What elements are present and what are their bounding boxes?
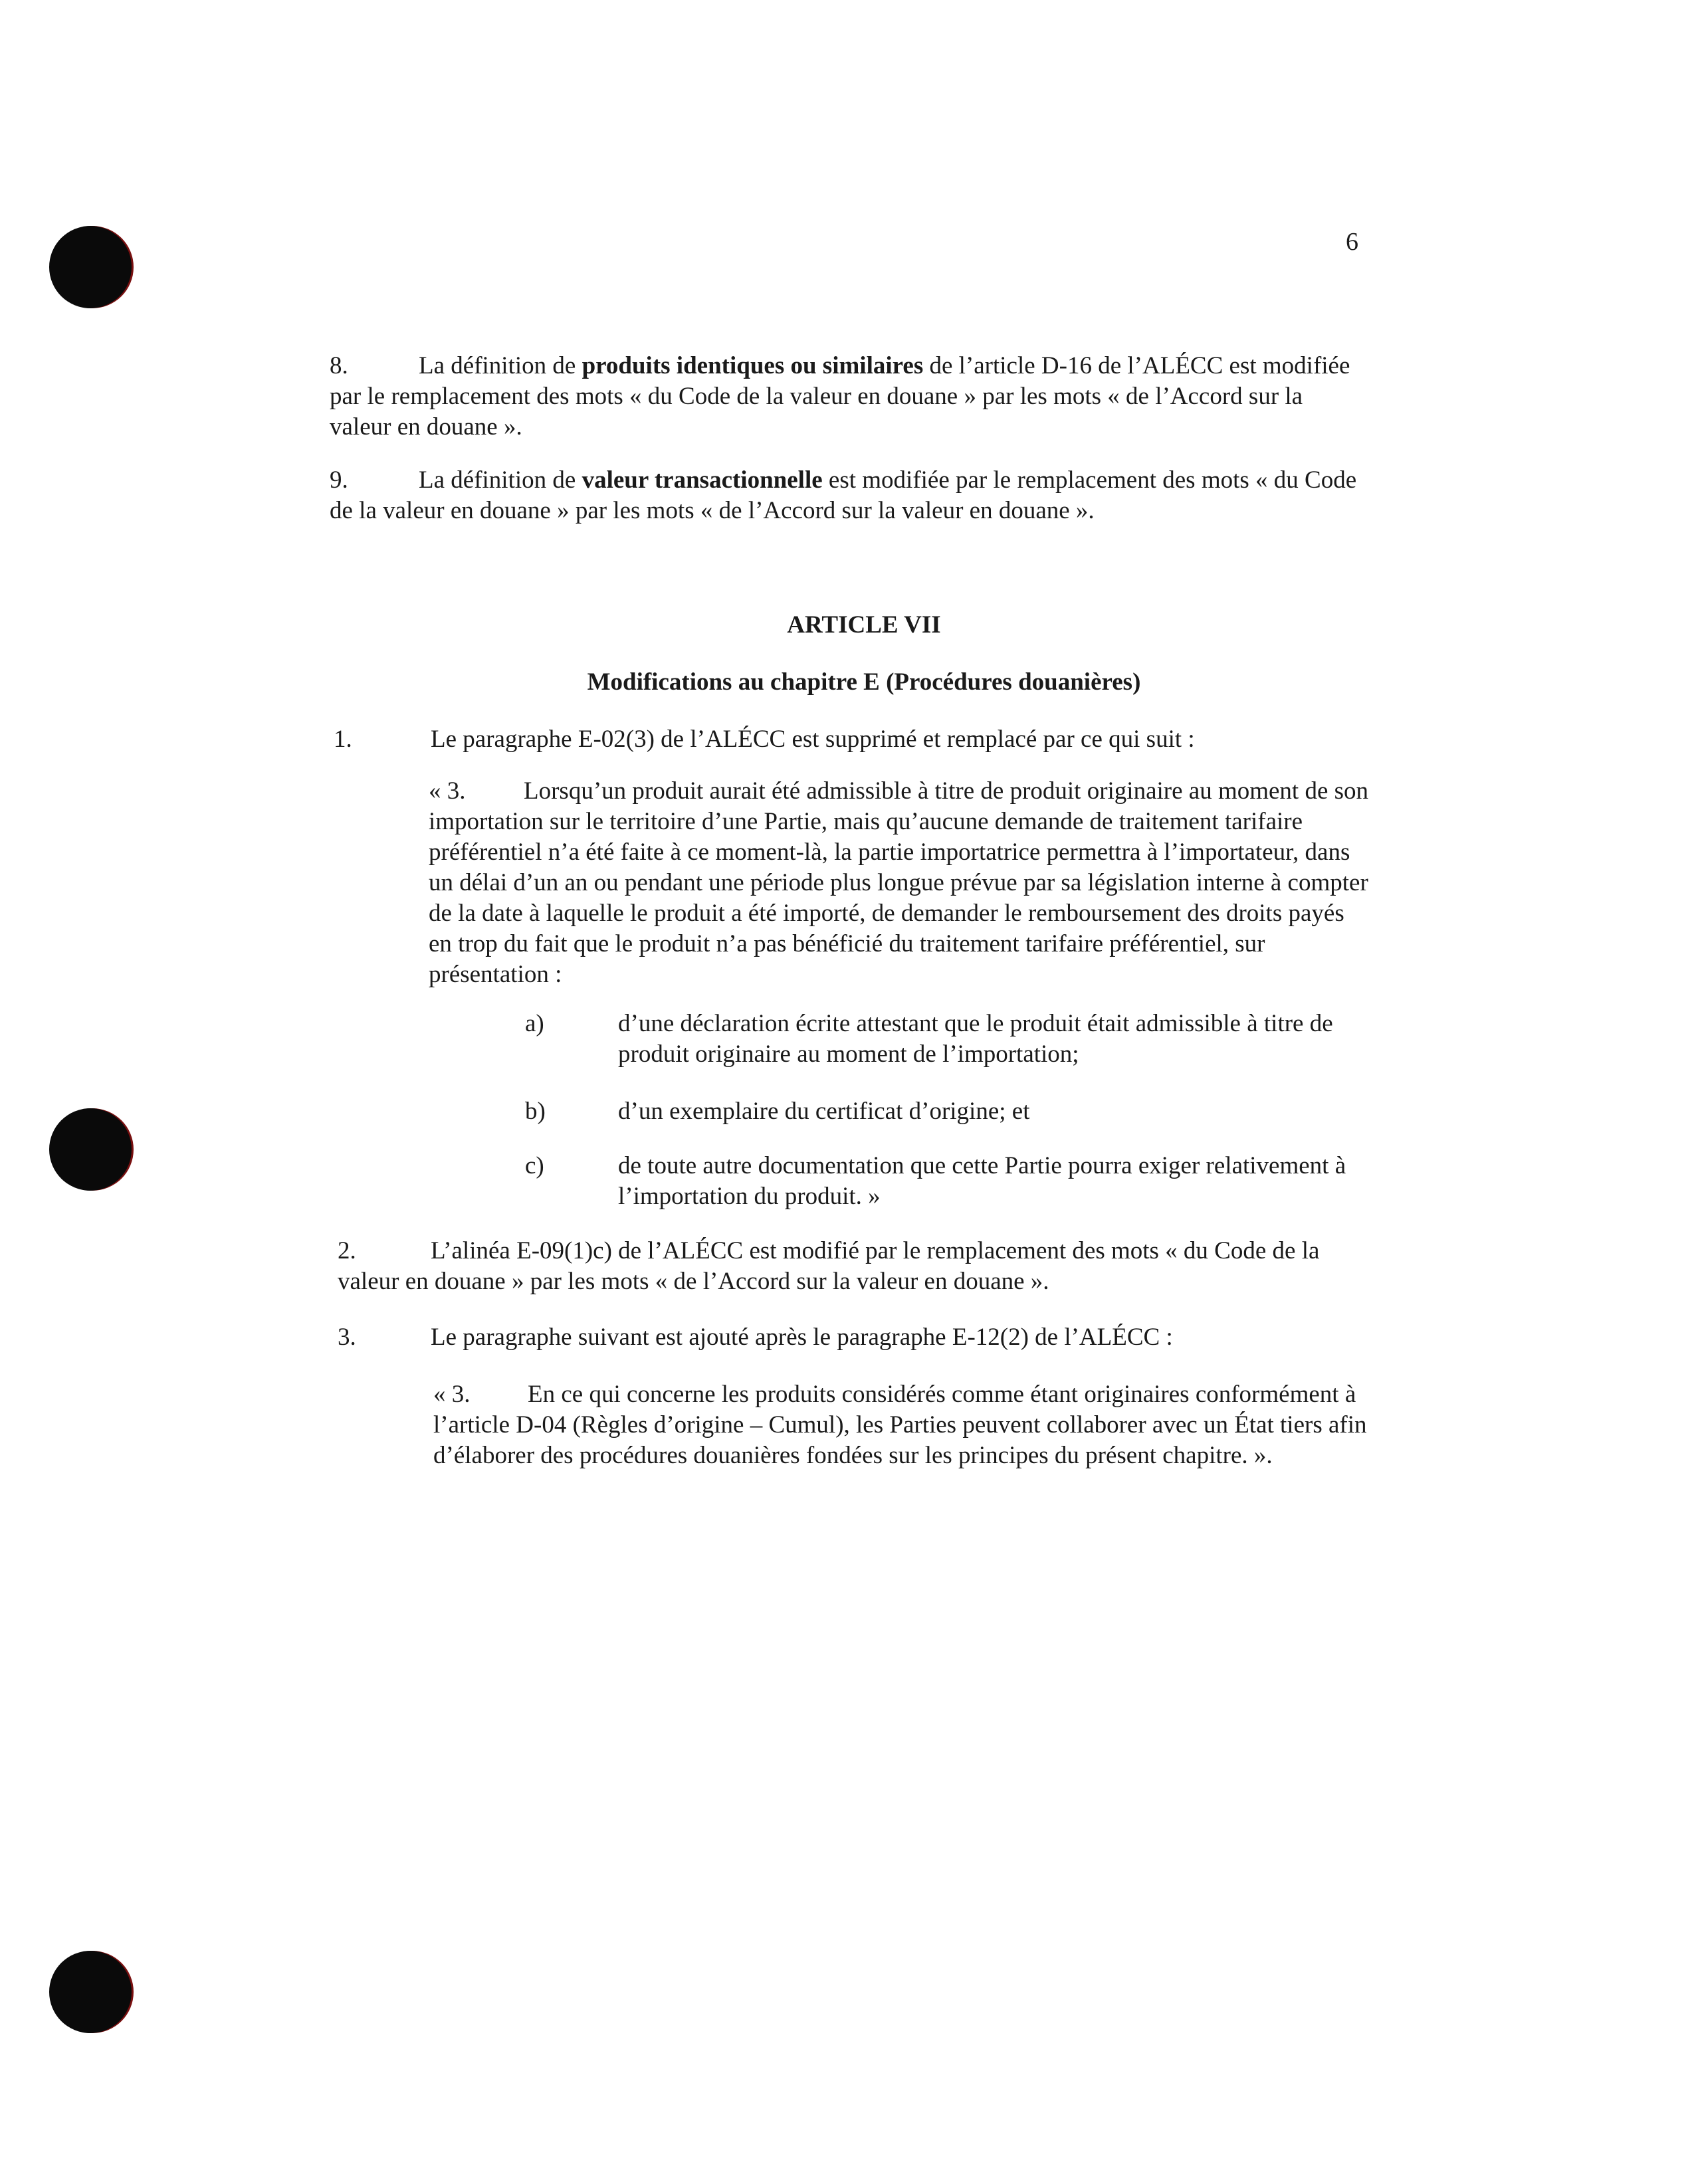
item-number: 3. <box>338 1324 356 1351</box>
sub-item-b <box>525 1096 1376 1127</box>
sub-item-text: d’une déclaration écrite attestant que le produit était admissible à titre de produit originaire au moment de l’importation; <box>618 1010 1333 1068</box>
quoted-paragraph <box>429 776 1369 990</box>
item-text: Le paragraphe E-02(3) de l’ALÉCC est supprimé et remplacé par ce qui suit : <box>431 726 1195 753</box>
item-text: L’alinéa E-09(1)c) de l’ALÉCC est modifié par le remplacement des mots « du Code de la valeur en douane » par les mots « de l’Accord sur la valeur en douane ». <box>338 1237 1320 1295</box>
binder-hole <box>49 226 132 308</box>
paragraph-text-before: La définition de <box>419 352 582 379</box>
sub-item-text: de toute autre documentation que cette Partie pourra exiger relativement à l’importation du produit. » <box>618 1152 1346 1210</box>
binder-hole <box>49 1951 132 2033</box>
sub-item-c <box>525 1151 1376 1212</box>
quote-number: « 3. <box>433 1381 471 1408</box>
page-number: 6 <box>1346 228 1358 256</box>
sub-item-letter: a) <box>525 1010 544 1037</box>
item-number: 1. <box>334 726 352 753</box>
sub-item-a <box>525 1009 1376 1070</box>
paragraph-number: 9. <box>330 466 348 494</box>
item-3 <box>338 1322 1369 1353</box>
item-text: Le paragraphe suivant est ajouté après le paragraphe E-12(2) de l’ALÉCC : <box>431 1324 1173 1351</box>
paragraph-text-after: est modifiée par le remplacement des mots « du Code de la valeur en douane » par les mots « de l’Accord sur la valeur en douane ». <box>330 466 1357 524</box>
article-subtitle: Modifications au chapitre E (Procédures douanières) <box>587 668 1141 696</box>
binder-hole <box>49 1108 132 1191</box>
quote-text: Lorsqu’un produit aurait été admissible à titre de produit originaire au moment de son importation sur le territoire d’une Partie, mais qu’aucune demande de traitement tarifaire préférentiel n’a été faite à ce moment-là, la partie importatrice permettra à l’importateur, dans un délai d’un an ou pendant une période plus longue prévue par sa législation interne à compter de la date à laquelle le produit a été importé, de demander le remboursement des droits payés en trop du fait que le produit n’a pas bénéficié du traitement tarifaire préférentiel, sur présentation : <box>429 777 1369 988</box>
quote-text: En ce qui concerne les produits considérés comme étant originaires conformément à l’article D-04 (Règles d’origine – Cumul), les Parties peuvent collaborer avec un État tiers afin d’élaborer des procédures douanières fondées sur les principes du présent chapitre. ». <box>433 1381 1367 1469</box>
quote-number: « 3. <box>429 777 466 805</box>
item-1 <box>334 724 1370 755</box>
sub-item-text: d’un exemplaire du certificat d’origine; et <box>618 1098 1030 1125</box>
paragraph-text-after: de l’article D-16 de l’ALÉCC est modifiée par le remplacement des mots « du Code de la valeur en douane » par les mots « de l’Accord sur la valeur en douane ». <box>330 352 1350 441</box>
article-title: ARTICLE VII <box>787 611 941 639</box>
defined-term: valeur transactionnelle <box>582 466 823 494</box>
paragraph-text-before: La définition de <box>419 466 582 494</box>
paragraph-number: 8. <box>330 352 348 379</box>
sub-item-letter: c) <box>525 1152 544 1179</box>
sub-item-letter: b) <box>525 1098 546 1125</box>
quoted-paragraph <box>433 1379 1370 1471</box>
item-number: 2. <box>338 1237 356 1264</box>
item-2 <box>338 1236 1369 1297</box>
paragraph-8 <box>330 351 1366 443</box>
paragraph-9 <box>330 465 1366 526</box>
defined-term: produits identiques ou similaires <box>582 352 924 379</box>
